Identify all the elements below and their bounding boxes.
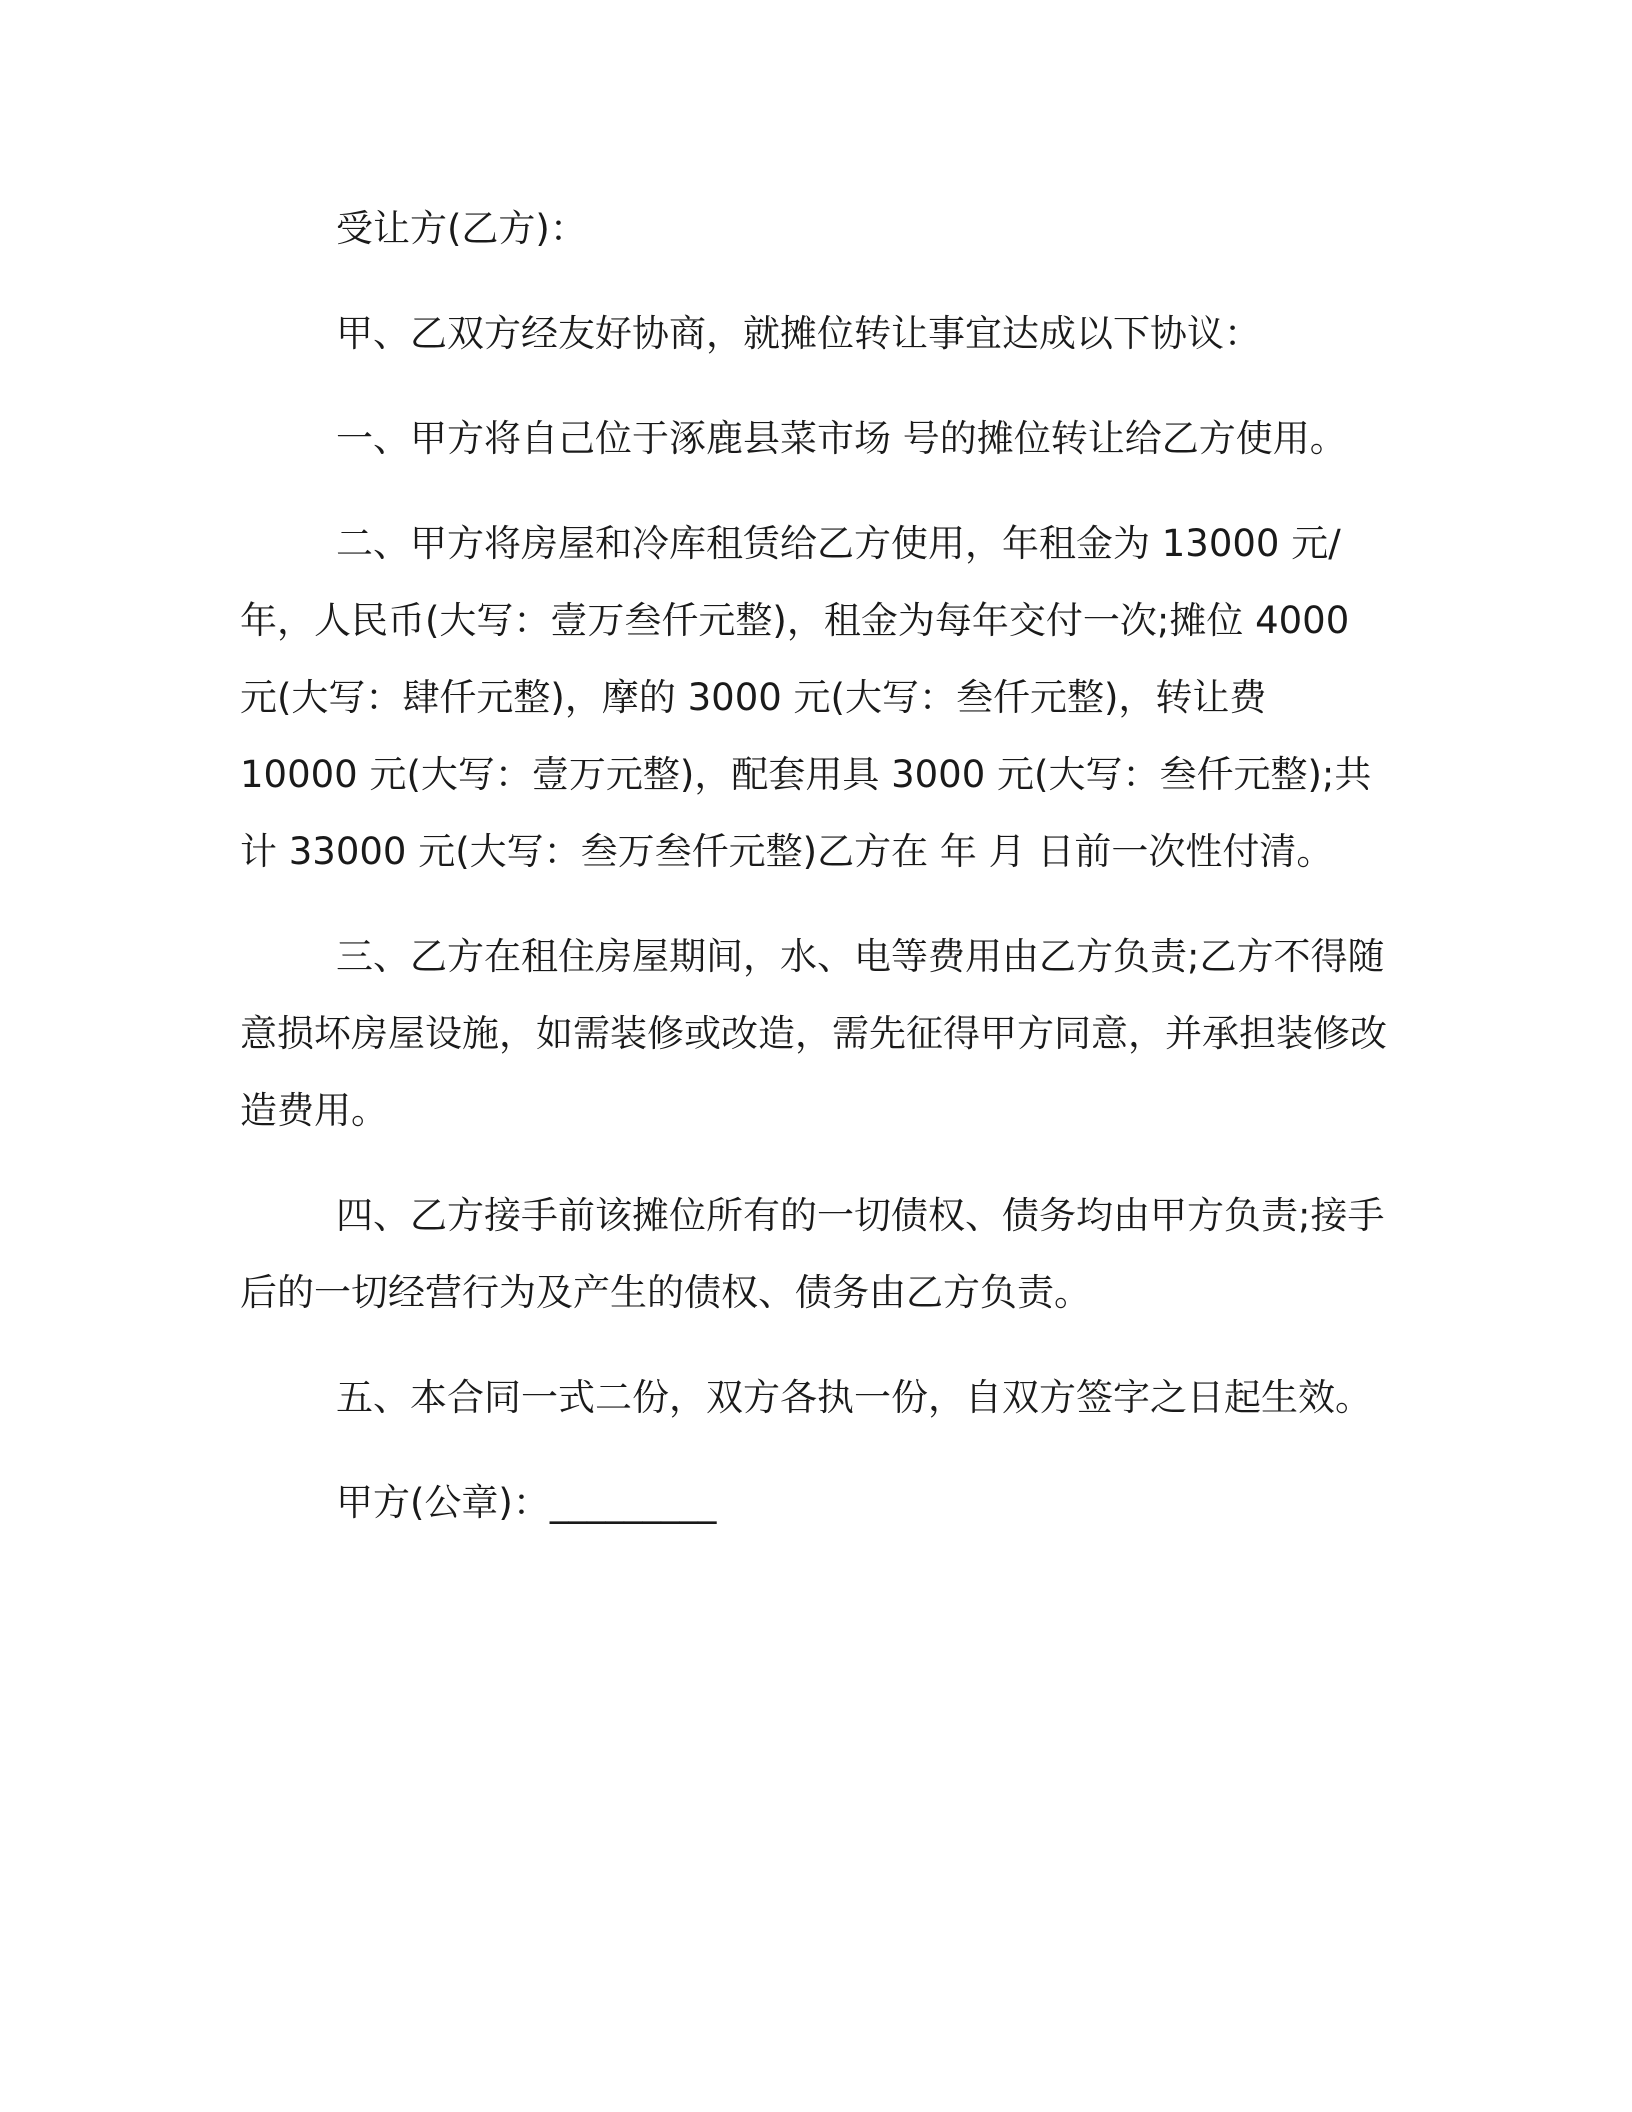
party-a-signature: 甲方(公章)：_________	[336, 1481, 717, 1524]
clause-2: 二、甲方将房屋和冷库租赁给乙方使用，年租金为 13000 元/年，人民币(大写：壹万叁仟元整)，租金为每年交付一次;摊位 4000 元(大写：肆仟元整)，摩的 3000 元(大写：叁仟元整)，转让费 10000 元(大写：壹万元整)，配套用具 3000 元(大写：叁仟元整);共计 33000 元(大写：叁万叁仟元整)乙方在 年 月 日前一次性付清。	[240, 522, 1372, 873]
clause-1: 一、甲方将自己位于涿鹿县菜市场 号的摊位转让给乙方使用。	[336, 417, 1347, 460]
transferee-label: 受让方(乙方)：	[336, 207, 587, 250]
clause-3: 三、乙方在租住房屋期间，水、电等费用由乙方负责;乙方不得随意损坏房屋设施，如需装修或改造，需先征得甲方同意，并承担装修改造费用。	[240, 935, 1387, 1132]
clause-4: 四、乙方接手前该摊位所有的一切债权、债务均由甲方负责;接手后的一切经营行为及产生的债权、债务由乙方负责。	[240, 1194, 1385, 1314]
agreement-intro: 甲、乙双方经友好协商，就摊位转让事宜达成以下协议：	[336, 312, 1261, 355]
contract-body	[240, 190, 1390, 1569]
clause-5: 五、本合同一式二份，双方各执一份，自双方签字之日起生效。	[336, 1376, 1372, 1419]
